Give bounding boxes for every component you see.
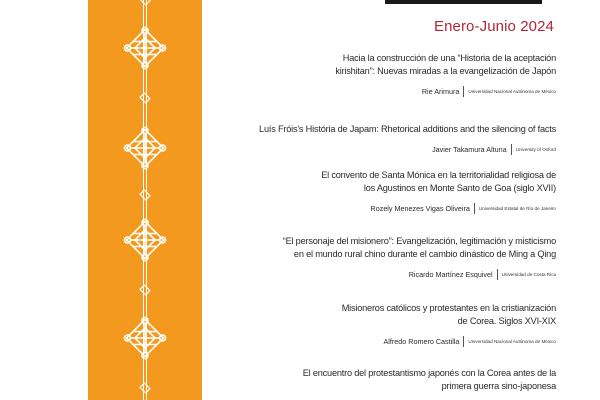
byline-separator bbox=[497, 269, 498, 280]
orange-sidebar bbox=[88, 0, 202, 400]
article-title-line: El encuentro del protestantismo japonés con la Corea antes de la bbox=[302, 368, 556, 378]
article-byline bbox=[256, 269, 556, 280]
issue-date: Enero-Junio 2024 bbox=[433, 18, 554, 35]
article-title bbox=[256, 123, 556, 136]
article-title bbox=[256, 235, 556, 261]
article-title-line: kirishitan”: Nuevas miradas a la evangelización de Japón bbox=[335, 66, 556, 76]
article-entry bbox=[256, 169, 556, 214]
article-title-line: primera guerra sino-japonesa bbox=[441, 381, 556, 391]
top-rule bbox=[385, 0, 542, 4]
article-entry bbox=[256, 367, 556, 393]
ornament-bead bbox=[140, 285, 150, 295]
article-affiliation: Universidad de Costa Rica bbox=[501, 272, 556, 277]
article-title bbox=[256, 302, 556, 328]
article-entry bbox=[256, 52, 556, 97]
article-entry bbox=[256, 302, 556, 347]
article-title bbox=[256, 367, 556, 393]
ornament-bead bbox=[140, 190, 150, 200]
endless-knot-motif bbox=[124, 127, 165, 168]
article-title-line: en el mundo rural chino durante el cambio dinástico de Ming a Qing bbox=[293, 249, 556, 259]
article-title-line: los Agustinos en Monte Santo de Goa (siglo XVII) bbox=[363, 183, 556, 193]
article-title-line: Hacia la construcción de una “Historia de la aceptación bbox=[342, 53, 556, 63]
article-byline bbox=[256, 203, 556, 214]
article-title-line: de Corea. Siglos XVI-XIX bbox=[457, 316, 556, 326]
article-title bbox=[256, 52, 556, 78]
article-author: Javier Takamura Altuna bbox=[432, 145, 507, 154]
endless-knot-motif bbox=[124, 219, 165, 260]
article-title bbox=[256, 169, 556, 195]
article-author: Alfredo Romero Castilla bbox=[383, 337, 460, 346]
knot-ornament-band bbox=[88, 0, 202, 400]
article-affiliation: Universidad Nacional Autónoma de México bbox=[468, 339, 556, 344]
byline-separator bbox=[463, 86, 464, 97]
byline-separator bbox=[463, 336, 464, 347]
byline-separator bbox=[511, 144, 512, 155]
article-entry bbox=[256, 235, 556, 280]
ornament-bead bbox=[140, 0, 150, 5]
article-affiliation: Universidad Estatal de Río de Janeiro bbox=[478, 206, 556, 211]
article-title-line: Misioneros católicos y protestantes en la cristianización bbox=[341, 303, 556, 313]
article-byline bbox=[256, 336, 556, 347]
article-title-line: Luís Fróis's História de Japam: Rhetorical additions and the silencing of facts bbox=[259, 124, 556, 134]
article-byline bbox=[256, 144, 556, 155]
ornament-bead bbox=[140, 93, 150, 103]
endless-knot-motif bbox=[124, 27, 165, 68]
ornament-bead bbox=[140, 383, 150, 393]
article-author: Rie Arimura bbox=[421, 87, 460, 96]
article-affiliation: Universidad Nacional Autónoma de México bbox=[468, 89, 556, 94]
article-title-line: “El personaje del misionero”: Evangelización, legitimación y misticismo bbox=[282, 236, 556, 246]
article-title-line: El convento de Santa Mónica en la territorialidad religiosa de bbox=[321, 170, 556, 180]
article-author: Ricardo Martínez Esquivel bbox=[408, 270, 493, 279]
article-affiliation: University of Oxford bbox=[515, 147, 556, 152]
article-byline bbox=[256, 86, 556, 97]
endless-knot-motif bbox=[124, 317, 165, 358]
byline-separator bbox=[474, 203, 475, 214]
article-author: Rozely Menezes Vigas Oliveira bbox=[370, 204, 470, 213]
article-entry bbox=[256, 123, 556, 155]
